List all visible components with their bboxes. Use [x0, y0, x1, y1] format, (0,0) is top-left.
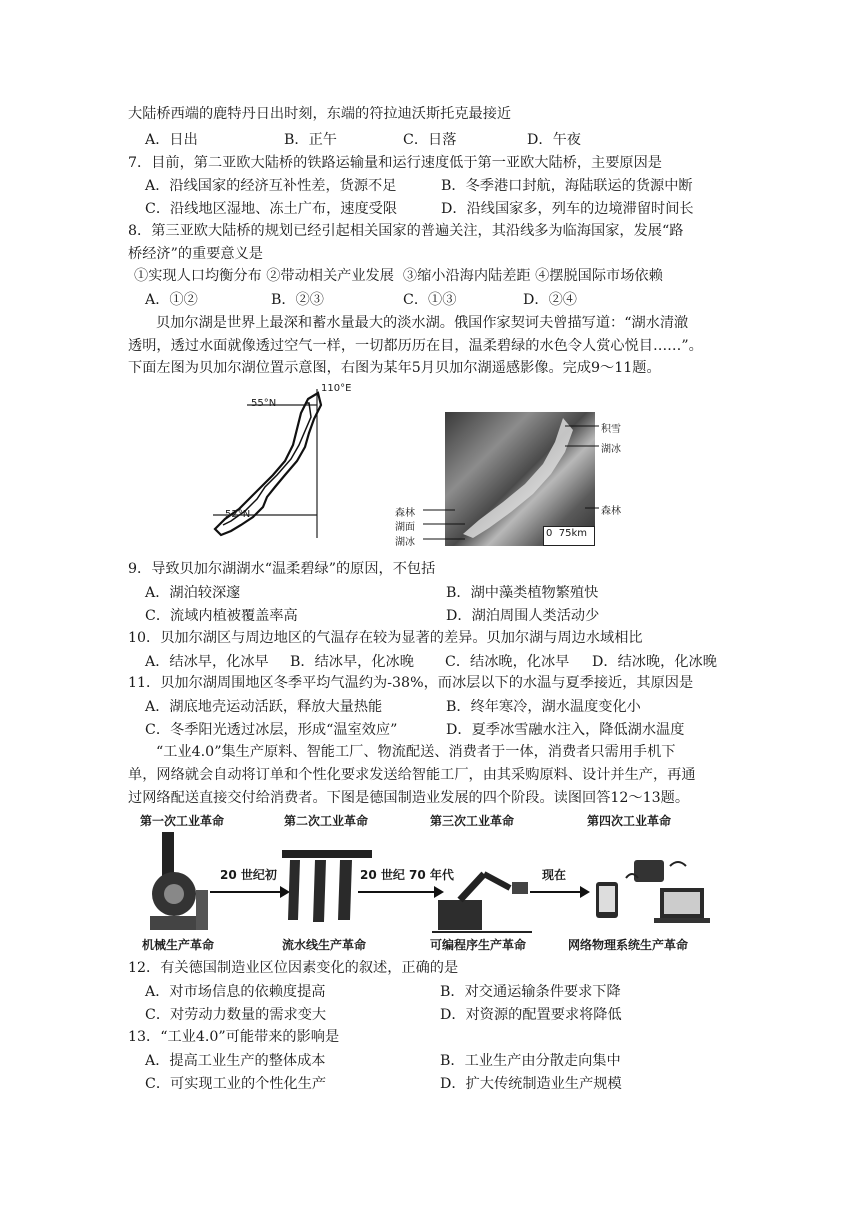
q9-option-a[interactable]: A．湖泊较深邃 — [145, 585, 241, 601]
q13-option-c[interactable]: C．可实现工业的个性化生产 — [145, 1076, 327, 1092]
q12-stem: 12．有关德国制造业区位因素变化的叙述，正确的是 — [128, 960, 459, 976]
q13-option-a[interactable]: A．提高工业生产的整体成本 — [145, 1053, 326, 1069]
stage-2-title: 第二次工业革命 — [284, 814, 369, 828]
stage-1-caption: 机械生产革命 — [142, 938, 215, 952]
assembly-line-icon — [282, 850, 372, 922]
q12-option-d[interactable]: D．对资源的配置要求将降低 — [440, 1007, 622, 1023]
industry-intro-line2: 单，网络就会自动将订单和个性化要求发送给智能工厂，由其采购原料、设计并生产，再通 — [128, 767, 696, 783]
satellite-label-snow: 积雪 — [601, 424, 621, 435]
q9-option-c[interactable]: C．流域内植被覆盖率高 — [145, 608, 298, 624]
stage-1-title: 第一次工业革命 — [140, 814, 225, 828]
stage-4-caption: 网络物理系统生产革命 — [568, 938, 689, 952]
satellite-image — [445, 412, 595, 546]
arrow-1-icon — [210, 886, 290, 898]
network-devices-icon — [596, 860, 710, 923]
q11-stem: 11．贝加尔湖周围地区冬季平均气温约为-38%，而冰层以下的水温与夏季接近，其原因是 — [128, 675, 694, 691]
baikal-intro-line2: 透明，透过水面就像透过空气一样，一切都历历在目，温柔碧绿的水色令人赏心悦目……”。 — [128, 338, 703, 354]
q8-option-a[interactable]: A．①② — [145, 292, 198, 308]
q9-option-d[interactable]: D．湖泊周围人类活动少 — [446, 608, 600, 624]
satellite-label-forest-right: 森林 — [601, 506, 621, 517]
q13-option-b[interactable]: B．工业生产由分散走向集中 — [440, 1053, 621, 1069]
q6-option-b[interactable]: B．正午 — [284, 132, 337, 148]
satellite-label-ice-right: 湖冰 — [601, 444, 621, 455]
stage-2-caption: 流水线生产革命 — [282, 938, 367, 952]
q6-option-c[interactable]: C．日落 — [403, 132, 457, 148]
q10-stem: 10．贝加尔湖区与周边地区的气温存在较为显著的差异。贝加尔湖与周边水域相比 — [128, 630, 643, 646]
stage-3-title: 第三次工业革命 — [430, 814, 515, 828]
q8-stem-line1: 8．第三亚欧大陆桥的规划已经引起相关国家的普遍关注，其沿线多为临海国家，发展“路 — [128, 223, 684, 239]
q12-option-b[interactable]: B．对交通运输条件要求下降 — [440, 984, 621, 1000]
industry-intro-line3: 过网络配送直接交付给消费者。下图是德国制造业发展的四个阶段。读图回答12～13题。 — [128, 790, 690, 806]
arrow-1-label: 20 世纪初 — [220, 868, 277, 882]
q9-stem: 9．导致贝加尔湖湖水“温柔碧绿”的原因，不包括 — [128, 561, 436, 577]
baikal-location-map — [205, 383, 370, 543]
q7-option-a[interactable]: A．沿线国家的经济互补性差，货源不足 — [145, 178, 397, 194]
industrial-stages-figure — [140, 810, 720, 955]
q12-option-a[interactable]: A．对市场信息的依赖度提高 — [145, 984, 326, 1000]
q10-option-a[interactable]: A．结冰早，化冰早 — [145, 654, 269, 670]
q7-option-c[interactable]: C．沿线地区湿地、冻土广布，速度受限 — [145, 201, 398, 217]
map-lat-bottom-label: 52°N — [225, 509, 251, 520]
arrow-3-label: 现在 — [542, 868, 567, 882]
q11-option-d[interactable]: D．夏季冰雪融水注入，降低湖水温度 — [446, 722, 685, 738]
q6-option-a[interactable]: A．日出 — [145, 132, 198, 148]
stage-4-title: 第四次工业革命 — [587, 814, 672, 828]
map-longitude-label: 110°E — [321, 383, 352, 394]
industry-intro-line1: “工业4.0”集生产原料、智能工厂、物流配送、消费者于一体，消费者只需用手机下 — [156, 744, 676, 760]
q13-option-d[interactable]: D．扩大传统制造业生产规模 — [440, 1076, 622, 1092]
q11-option-a[interactable]: A．湖底地壳运动活跃，释放大量热能 — [145, 699, 383, 715]
q10-option-b[interactable]: B．结冰早，化冰晚 — [290, 654, 414, 670]
satellite-label-forest-left: 森林 — [395, 508, 415, 519]
satellite-label-lake-surface: 湖面 — [395, 522, 415, 533]
q9-option-b[interactable]: B．湖中藻类植物繁殖快 — [446, 585, 599, 601]
satellite-label-ice-left: 湖冰 — [395, 537, 415, 548]
map-lat-top-label: 55°N — [251, 398, 277, 409]
arrow-2-label: 20 世纪 70 年代 — [360, 868, 454, 882]
baikal-satellite-figure — [395, 410, 640, 550]
q11-option-c[interactable]: C．冬季阳光透过冰层，形成“温室效应” — [145, 722, 398, 738]
q11-option-b[interactable]: B．终年寒冷，湖水温度变化小 — [446, 699, 641, 715]
arrow-3-icon — [530, 886, 590, 898]
q10-option-c[interactable]: C．结冰晚，化冰早 — [445, 654, 570, 670]
industrial-stages-illustrations — [140, 830, 720, 940]
satellite-scale-label: 0 75km — [546, 528, 587, 539]
steam-machine-icon — [150, 832, 208, 930]
q8-option-d[interactable]: D．②④ — [523, 292, 577, 308]
q7-option-b[interactable]: B．冬季港口封航，海陆联运的货源中断 — [441, 178, 693, 194]
q13-stem: 13．“工业4.0”可能带来的影响是 — [128, 1029, 340, 1045]
q8-stem-line2: 桥经济”的重要意义是 — [128, 246, 263, 262]
baikal-intro-line1: 贝加尔湖是世界上最深和蓄水量最大的淡水湖。俄国作家契诃夫曾描写道：“湖水清澈 — [156, 315, 689, 331]
q8-option-b[interactable]: B．②③ — [271, 292, 324, 308]
q8-option-c[interactable]: C．①③ — [403, 292, 457, 308]
q10-option-d[interactable]: D．结冰晚，化冰晚 — [592, 654, 717, 670]
q7-stem: 7．目前，第二亚欧大陆桥的铁路运输量和运行速度低于第一亚欧大陆桥，主要原因是 — [128, 155, 662, 171]
q6-stem-continuation: 大陆桥西端的鹿特丹日出时刻，东端的符拉迪沃斯托克最接近 — [128, 106, 512, 122]
q7-option-d[interactable]: D．沿线国家多，列车的边境滞留时间长 — [441, 201, 694, 217]
stage-3-caption: 可编程序生产革命 — [430, 938, 527, 952]
q8-items: ①实现人口均衡分布 ②带动相关产业发展 ③缩小沿海内陆差距 ④摆脱国际市场依赖 — [134, 268, 663, 284]
baikal-intro-line3: 下面左图为贝加尔湖位置示意图，右图为某年5月贝加尔湖遥感影像。完成9～11题。 — [128, 360, 661, 376]
q12-option-c[interactable]: C．对劳动力数量的需求变大 — [145, 1007, 327, 1023]
arrow-2-icon — [358, 886, 444, 898]
q6-option-d[interactable]: D．午夜 — [527, 132, 581, 148]
